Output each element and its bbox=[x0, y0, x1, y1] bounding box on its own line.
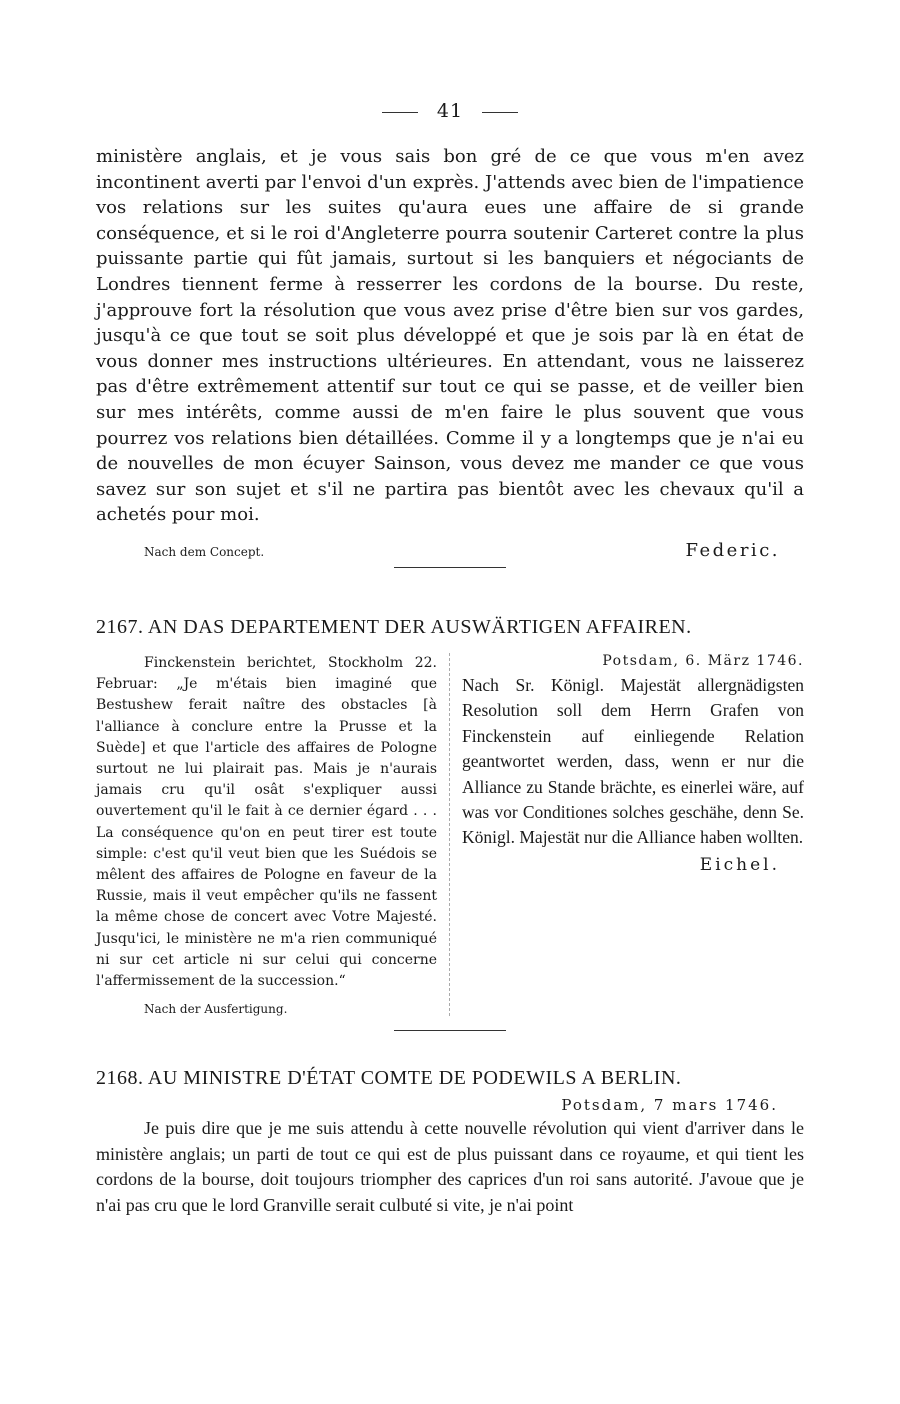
doc-2167-summary-text: Finckenstein berichtet, Stockholm 22. Februar: „Je m'étais bien imaginé que Bestushew ferait naître des obstacles [à l'alliance à conclure entre la Prusse et la Suède] et que l'article des affaires de Pologne surtout ne lui plairait pas. Mais je n'aurais jamais cru qu'il osât s'expliquer aussi ouvertement qu'il le fait à ce dernier égard . . . La conséquence qu'on en peut tirer est toute simple: c'est qu'il veut bien que les Suédois se mêlent des affaires de Pologne en faveur de la Russie, mais il veut empêcher qu'ils ne fassent la même chose de concert avec Votre Majesté. Jusqu'ici, le ministère ne m'a rien communiqué ni sur cet article ni sur celui qui concerne l'affermissement de la succession.“ bbox=[96, 654, 437, 989]
doc-2168-place-date: Potsdam, 7 mars 1746. bbox=[561, 1096, 778, 1115]
doc-2167-heading: 2167. AN DAS DEPARTEMENT DER AUSWÄRTIGEN AFFAIREN. bbox=[96, 615, 692, 638]
doc-2167-summary bbox=[96, 653, 437, 992]
doc-2168-text: Je puis dire que je me suis attendu à cette nouvelle révolution qui vient d'arriver dans le ministère anglais; un parti de tout ce qui est de plus puissant dans ce royaume, et qui tient les cordons de la bourse, doit toujours triompher des caprices d'un roi sans autorité. J'avoue que je n'ai pas cru que le lord Granville serait culbuté si vite, je n'ai point bbox=[96, 1118, 804, 1215]
page-number: 41 bbox=[436, 100, 464, 122]
section-divider-2 bbox=[394, 1030, 506, 1031]
continuation-signature: Federic. bbox=[685, 539, 780, 561]
header-dash-left bbox=[382, 112, 418, 113]
section-divider bbox=[394, 567, 506, 568]
continuation-footer bbox=[96, 540, 804, 561]
doc-2167-summary-source: Nach der Ausfertigung. bbox=[144, 1002, 288, 1017]
doc-2167-text: Nach Sr. Königl. Majestät allergnädigsten Resolution soll dem Herrn Grafen von Finckenstein auf einliegende Relation geantwortet werden, dass, wenn er nur die Alliance zu Stande brächte, es einerlei wäre, auf was vor Conditiones solches geschähe, denn Se. Königl. Majestät nur die Alliance haben wollten. bbox=[462, 674, 804, 848]
doc-2167-place-date: Potsdam, 6. März 1746. bbox=[602, 652, 804, 669]
doc-2167-columns bbox=[96, 653, 804, 1016]
document-page bbox=[96, 100, 804, 1219]
doc-2168-heading: 2168. AU MINISTRE D'ÉTAT COMTE DE PODEWILS A BERLIN. bbox=[96, 1067, 682, 1090]
doc-2167-summary-column bbox=[96, 653, 450, 1016]
page-number-header bbox=[96, 100, 804, 122]
doc-2167-text-column bbox=[450, 653, 804, 1016]
header-dash-right bbox=[482, 112, 518, 113]
continuation-paragraph: ministère anglais, et je vous sais bon gré de ce que vous m'en avez incontinent averti par l'envoi d'un exprès. J'attends avec bien de l'impatience vos relations sur les suites qu'aura eues une affaire de si grande conséquence, et si le roi d'Angleterre pourra soutenir Carteret contre la plus puissante partie qui fût jamais, surtout si les banquiers et négociants de Londres tiennent ferme à resserrer les cordons de la bourse. Du reste, j'approuve fort la résolution que vous avez prise d'être bien sur vos gardes, jusqu'à ce que tout se soit plus développé et que je sois par là en état de vous donner mes instructions ultérieures. En attendant, vous ne laisserez pas d'être extrêmement attentif sur tout ce qui se passe, et de veiller bien sur mes intérêts, comme aussi de m'en faire le plus souvent que vous pourrez vos relations bien détaillées. Comme il y a longtemps que je n'ai eu de nouvelles de mon écuyer Sainson, vous devez me mander ce que vous savez sur son sujet et s'il ne partira pas bientôt avec les chevaux qu'il a achetés pour moi. bbox=[96, 146, 804, 526]
doc-2167-signature: Eichel. bbox=[699, 854, 780, 875]
continuation-source-note: Nach dem Concept. bbox=[144, 544, 265, 559]
